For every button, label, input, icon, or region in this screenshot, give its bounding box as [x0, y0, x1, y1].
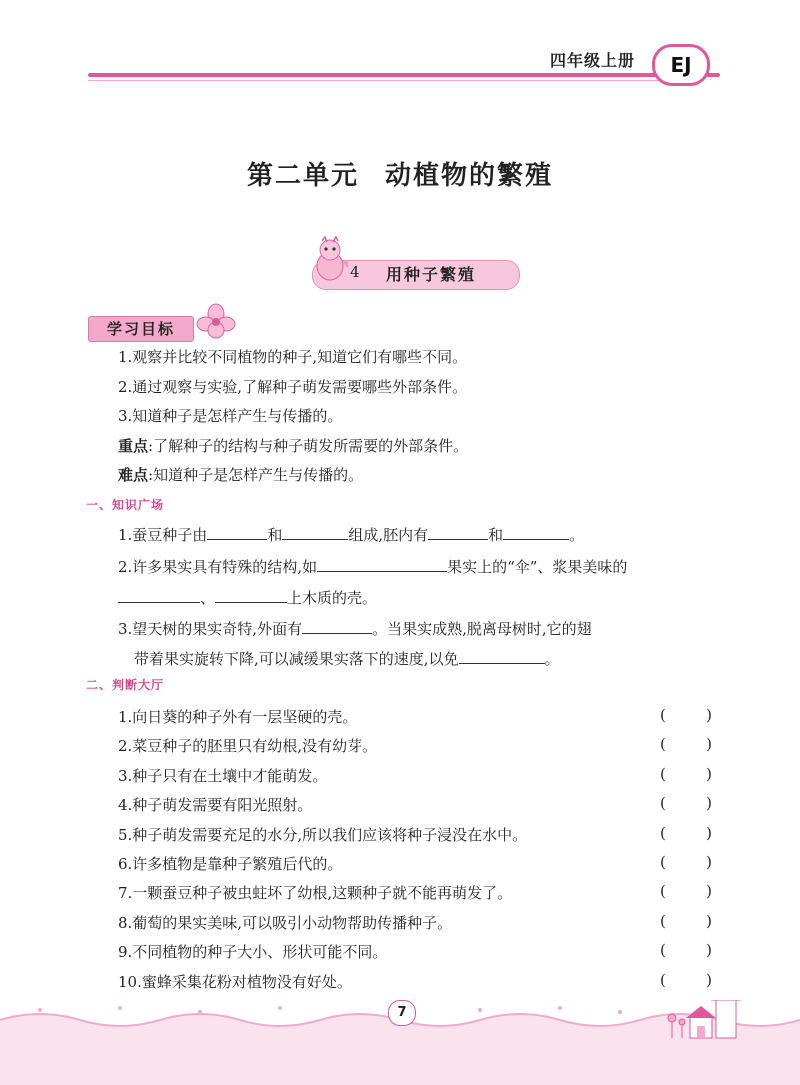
paren-close: )	[706, 706, 712, 724]
judgment-item: 9.不同植物的种子大小、形状可能不同。	[118, 943, 388, 961]
fill-question-3	[118, 618, 592, 639]
paren-close: )	[706, 765, 712, 783]
fill-question-3-cont	[134, 648, 560, 669]
judgment-item: 5.种子萌发需要充足的水分,所以我们应该将种子浸没在水中。	[118, 826, 528, 844]
paren-open: (	[660, 824, 666, 842]
paren-close: )	[706, 824, 712, 842]
paren-open: (	[660, 765, 666, 783]
unit-title	[0, 155, 800, 192]
answer-blank[interactable]	[317, 557, 447, 572]
question-text: 果实上的“伞”、浆果美味的	[447, 558, 628, 576]
question-text: 和	[267, 526, 283, 544]
judgment-item: 6.许多植物是靠种子繁殖后代的。	[118, 855, 343, 873]
key-point-label: 重点	[118, 437, 149, 455]
answer-blank[interactable]	[503, 525, 569, 540]
fill-question-2-cont	[118, 587, 377, 608]
judgment-item: 4.种子萌发需要有阳光照射。	[118, 796, 313, 814]
question-text: 1.蚕豆种子由	[118, 526, 208, 544]
paren-open: (	[660, 882, 666, 900]
answer-parentheses[interactable]	[660, 706, 712, 724]
grade-label: 四年级上册	[550, 51, 636, 70]
question-text: 。当果实成熟,脱离母树时,它的翅	[372, 620, 592, 638]
judgment-item: 3.种子只有在土壤中才能萌发。	[118, 767, 328, 785]
paren-open: (	[660, 971, 666, 989]
question-text: 2.许多果实具有特殊的结构,如	[118, 558, 318, 576]
paren-open: (	[660, 853, 666, 871]
goal-item: 3.知道种子是怎样产生与传播的。	[118, 407, 343, 425]
paren-close: )	[706, 941, 712, 959]
answer-blank[interactable]	[118, 588, 200, 603]
answer-blank[interactable]	[207, 525, 267, 540]
goal-item: 1.观察并比较不同植物的种子,知道它们有哪些不同。	[118, 348, 468, 366]
header-rule	[88, 73, 720, 77]
paren-close: )	[706, 794, 712, 812]
question-text: 带着果实旋转下降,可以减缓果实落下的速度,以免	[134, 650, 459, 668]
answer-blank[interactable]	[459, 649, 545, 664]
dragon-mascot-icon	[312, 236, 352, 284]
paren-open: (	[660, 794, 666, 812]
unit-name: 动植物的繁殖	[385, 161, 554, 191]
answer-parentheses[interactable]	[660, 794, 712, 812]
answer-blank[interactable]	[302, 619, 372, 634]
fill-question-1	[118, 524, 584, 545]
flower-icon	[194, 302, 238, 340]
difficult-point	[118, 465, 363, 485]
answer-parentheses[interactable]	[660, 824, 712, 842]
paren-close: )	[706, 912, 712, 930]
answer-parentheses[interactable]	[660, 853, 712, 871]
section-judgment-heading: 二、判断大厅	[86, 678, 165, 692]
difficult-point-text: :知道种子是怎样产生与传播的。	[148, 466, 364, 484]
answer-blank[interactable]	[215, 588, 287, 603]
key-point-text: :了解种子的结构与种子萌发所需要的外部条件。	[148, 437, 469, 455]
answer-parentheses[interactable]	[660, 882, 712, 900]
section-knowledge-heading: 一、知识广场	[86, 498, 165, 512]
judgment-item: 7.一颗蚕豆种子被虫蛀坏了幼根,这颗种子就不能再萌发了。	[118, 884, 513, 902]
question-text: 和	[488, 526, 504, 544]
answer-parentheses[interactable]	[660, 971, 712, 989]
paren-open: (	[660, 941, 666, 959]
judgment-item: 10.蜜蜂采集花粉对植物没有好处。	[118, 973, 352, 991]
paren-open: (	[660, 735, 666, 753]
question-text: 3.望天树的果实奇特,外面有	[118, 620, 303, 638]
paren-open: (	[660, 912, 666, 930]
answer-parentheses[interactable]	[660, 765, 712, 783]
answer-parentheses[interactable]	[660, 912, 712, 930]
answer-parentheses[interactable]	[660, 735, 712, 753]
page-number: 7	[388, 1000, 416, 1026]
paren-close: )	[706, 853, 712, 871]
question-text: 组成,胚内有	[348, 526, 429, 544]
difficult-point-label: 难点	[118, 466, 149, 484]
paren-open: (	[660, 706, 666, 724]
unit-number: 第二单元	[246, 161, 359, 191]
answer-blank[interactable]	[282, 525, 348, 540]
header-rule-thin	[88, 80, 688, 81]
question-text: 、	[200, 589, 216, 607]
answer-blank[interactable]	[428, 525, 488, 540]
question-text: 。	[569, 526, 585, 544]
paren-close: )	[706, 735, 712, 753]
edition-badge: EJ	[652, 44, 710, 86]
judgment-item: 8.葡萄的果实美味,可以吸引小动物帮助传播种子。	[118, 914, 453, 932]
lesson-title: 用种子繁殖	[386, 265, 477, 284]
learning-goals-tag: 学习目标	[88, 316, 194, 342]
paren-close: )	[706, 971, 712, 989]
fill-question-2	[118, 556, 627, 577]
judgment-item: 2.菜豆种子的胚里只有幼根,没有幼芽。	[118, 737, 378, 755]
question-text: 。	[544, 650, 560, 668]
paren-close: )	[706, 882, 712, 900]
judgment-item: 1.向日葵的种子外有一层坚硬的壳。	[118, 708, 358, 726]
lesson-number: 4	[350, 263, 360, 281]
goal-item: 2.通过观察与实验,了解种子萌发需要哪些外部条件。	[118, 378, 468, 396]
answer-parentheses[interactable]	[660, 941, 712, 959]
question-text: 上木质的壳。	[287, 589, 378, 607]
key-point	[118, 436, 468, 456]
